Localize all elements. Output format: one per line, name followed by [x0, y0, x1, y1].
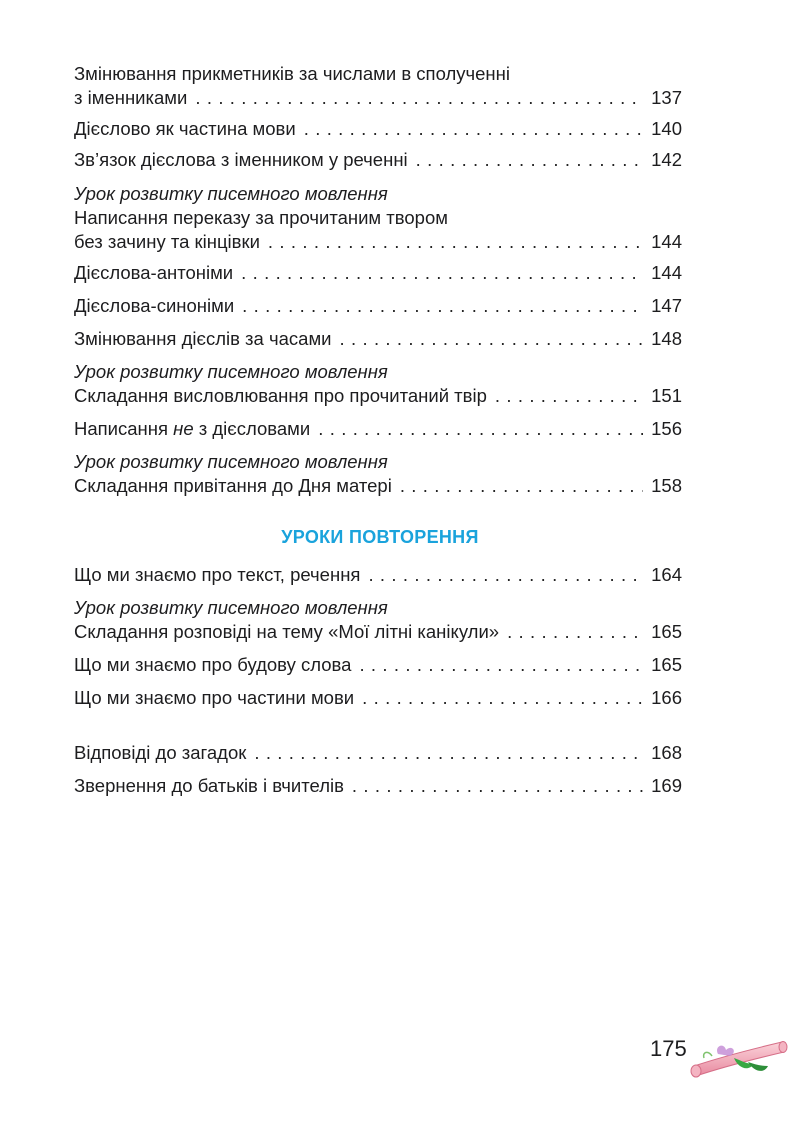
toc-entry-category: Урок розвитку писемного мовлення: [74, 597, 388, 618]
toc-entry-title: Дієслово як частина мови: [74, 118, 296, 139]
scroll-with-flower-icon: [688, 1028, 788, 1084]
toc-entry-text: Змінювання прикметників за числами в сполученні: [74, 63, 510, 84]
dot-leader: [400, 474, 643, 498]
toc-entry[interactable]: [74, 117, 682, 141]
toc-page-number: 168: [651, 742, 682, 763]
toc-entry[interactable]: [74, 450, 682, 498]
toc-entry-title: Складання висловлювання про прочитаний твір: [74, 385, 487, 406]
dot-leader: [242, 294, 643, 318]
toc-page-number: 144: [651, 231, 682, 252]
toc-page-number: 140: [651, 118, 682, 139]
toc-page-number: 158: [651, 475, 682, 496]
toc-page-number: 147: [651, 295, 682, 316]
toc-entry-title: Дієслова-антоніми: [74, 262, 234, 283]
toc-entry-category: Урок розвитку писемного мовлення: [74, 183, 388, 204]
toc-entry-title: Що ми знаємо про будову слова: [74, 654, 352, 675]
toc-entry-title: Написання не з дієсловами: [74, 418, 311, 439]
toc-page-number: 151: [651, 385, 682, 406]
toc-page-number: 144: [651, 262, 682, 283]
toc-entry[interactable]: [74, 360, 682, 408]
dot-leader: [368, 563, 643, 587]
dot-leader: [318, 417, 643, 441]
dot-leader: [304, 117, 643, 141]
toc-entry[interactable]: [74, 327, 682, 351]
toc-part-3: [74, 741, 682, 805]
toc-page-number: 166: [651, 687, 682, 708]
toc-page-number: 142: [651, 149, 682, 170]
toc-entry[interactable]: [74, 261, 682, 285]
toc-entry-category: Урок розвитку писемного мовлення: [74, 361, 388, 382]
dot-leader: [359, 653, 643, 677]
toc-entry[interactable]: [74, 596, 682, 644]
dot-leader: [507, 620, 643, 644]
toc-entry-category: Урок розвитку писемного мовлення: [74, 451, 388, 472]
toc-page-number: 164: [651, 564, 682, 585]
toc-entry[interactable]: [74, 741, 682, 765]
toc-entry[interactable]: [74, 417, 682, 441]
toc-entry[interactable]: [74, 686, 682, 710]
toc-entry[interactable]: [74, 182, 682, 254]
dot-leader: [352, 774, 643, 798]
toc-entry-title: Що ми знаємо про частини мови: [74, 687, 355, 708]
dot-leader: [195, 86, 643, 110]
toc-page-number: 165: [651, 654, 682, 675]
dot-leader: [254, 741, 643, 765]
dot-leader: [362, 686, 643, 710]
toc-entry[interactable]: [74, 294, 682, 318]
toc-part-1: [74, 62, 682, 505]
toc-page-number: 165: [651, 621, 682, 642]
dot-leader: [416, 148, 643, 172]
toc-entry[interactable]: [74, 653, 682, 677]
toc-entry-title: Складання розповіді на тему «Мої літні канікули»: [74, 621, 500, 642]
toc-part-2: [74, 563, 682, 717]
toc-entry-title: Звернення до батьків і вчителів: [74, 775, 344, 796]
toc-entry-title: Що ми знаємо про текст, речення: [74, 564, 361, 585]
dot-leader: [241, 261, 643, 285]
toc-entry-title: Відповіді до загадок: [74, 742, 247, 763]
toc-entry-title: з іменниками: [74, 87, 188, 108]
toc-entry-title: Складання привітання до Дня матері: [74, 475, 392, 496]
toc-page-number: 156: [651, 418, 682, 439]
toc-entry[interactable]: [74, 62, 682, 110]
toc-entry-title: без зачину та кінцівки: [74, 231, 260, 252]
toc-entry-title: Дієслова-синоніми: [74, 295, 235, 316]
toc-entry[interactable]: [74, 774, 682, 798]
toc-entry-title: Змінювання дієслів за часами: [74, 328, 332, 349]
toc-entry[interactable]: [74, 148, 682, 172]
dot-leader: [340, 327, 644, 351]
toc-entry[interactable]: [74, 563, 682, 587]
section-heading: УРОКИ ПОВТОРЕННЯ: [281, 527, 479, 547]
toc-page-number: 148: [651, 328, 682, 349]
dot-leader: [495, 384, 643, 408]
dot-leader: [268, 230, 643, 254]
toc-entry-title: Зв’язок дієслова з іменником у реченні: [74, 149, 408, 170]
toc-page-number: 169: [651, 775, 682, 796]
toc-entry-text: Написання переказу за прочитаним твором: [74, 207, 448, 228]
page-number: 175: [650, 1036, 687, 1061]
toc-page-number: 137: [651, 87, 682, 108]
